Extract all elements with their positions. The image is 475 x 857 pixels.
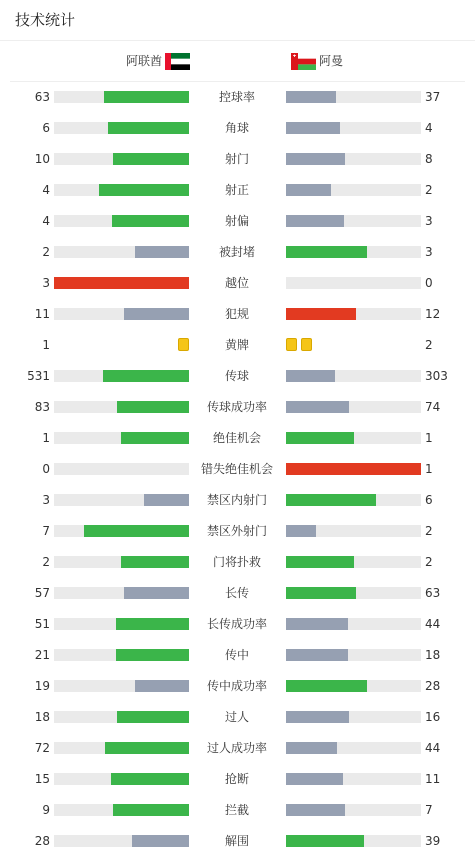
away-stat-bar-fill xyxy=(286,215,344,227)
away-stat-bar xyxy=(286,122,421,134)
stat-row xyxy=(0,617,475,631)
stat-label: 解围 xyxy=(224,834,249,848)
away-stat-value: 8 xyxy=(425,152,433,166)
home-stat-bar-fill xyxy=(124,587,189,599)
home-stat-bar-fill xyxy=(116,618,189,630)
home-stat-bar-fill xyxy=(144,494,189,506)
home-stat-bar-fill xyxy=(116,649,189,661)
home-stat-bar-fill xyxy=(121,556,189,568)
stat-label: 传中成功率 xyxy=(206,679,267,693)
away-stat-value: 1 xyxy=(425,462,433,476)
stat-label: 越位 xyxy=(224,276,249,290)
home-stat-value: 1 xyxy=(42,338,50,352)
home-yellow-card-icon xyxy=(178,338,189,351)
stat-label: 过人 xyxy=(224,710,249,724)
oman-flag-icon xyxy=(291,53,316,70)
home-stat-bar xyxy=(54,525,189,537)
home-stat-bar xyxy=(54,308,189,320)
home-stat-value: 57 xyxy=(34,586,50,600)
away-stat-value: 3 xyxy=(425,245,433,259)
stat-row xyxy=(0,245,475,259)
away-stat-value: 2 xyxy=(425,183,433,197)
away-stat-bar xyxy=(286,246,421,258)
home-stat-bar xyxy=(54,370,189,382)
home-stat-bar-fill xyxy=(121,432,189,444)
stat-row xyxy=(0,648,475,662)
home-stat-bar xyxy=(54,184,189,196)
away-stat-bar xyxy=(286,432,421,444)
home-stat-value: 15 xyxy=(34,772,50,786)
away-stat-bar-fill xyxy=(286,91,336,103)
away-stat-value: 28 xyxy=(425,679,441,693)
home-stat-value: 18 xyxy=(34,710,50,724)
home-stat-bar xyxy=(54,432,189,444)
home-stat-bar-fill xyxy=(54,277,189,289)
home-stat-value: 21 xyxy=(34,648,50,662)
home-stat-value: 531 xyxy=(27,369,50,383)
home-stat-bar xyxy=(54,680,189,692)
home-stat-value: 7 xyxy=(42,524,50,538)
stat-row xyxy=(0,462,475,476)
stat-row xyxy=(0,276,475,290)
away-stat-bar xyxy=(286,742,421,754)
stat-label: 角球 xyxy=(224,121,249,135)
stat-row xyxy=(0,555,475,569)
away-stat-bar xyxy=(286,525,421,537)
away-stat-bar-fill xyxy=(286,711,349,723)
away-stat-bar xyxy=(286,153,421,165)
stat-row xyxy=(0,90,475,104)
stat-row xyxy=(0,307,475,321)
home-stat-bar xyxy=(54,556,189,568)
home-stat-bar-fill xyxy=(105,742,189,754)
stat-label: 绝佳机会 xyxy=(212,431,261,445)
home-stat-bar-fill xyxy=(117,401,189,413)
home-stat-value: 3 xyxy=(42,276,50,290)
stat-row xyxy=(0,431,475,445)
home-stat-bar xyxy=(54,153,189,165)
away-stat-bar-fill xyxy=(286,587,356,599)
away-stat-bar-fill xyxy=(286,401,349,413)
away-team-name: 阿曼 xyxy=(319,54,344,68)
stat-label: 拦截 xyxy=(224,803,249,817)
away-stat-value: 4 xyxy=(425,121,433,135)
stat-row xyxy=(0,493,475,507)
home-stat-value: 6 xyxy=(42,121,50,135)
away-stat-value: 7 xyxy=(425,803,433,817)
home-stat-bar-fill xyxy=(84,525,189,537)
home-stat-value: 2 xyxy=(42,245,50,259)
home-stat-value: 4 xyxy=(42,183,50,197)
away-stat-value: 16 xyxy=(425,710,441,724)
away-stat-bar-fill xyxy=(286,370,335,382)
away-stat-value: 0 xyxy=(425,276,433,290)
home-stat-bar xyxy=(54,494,189,506)
away-stat-bar xyxy=(286,215,421,227)
away-stat-value: 37 xyxy=(425,90,441,104)
home-stat-bar-fill xyxy=(108,122,189,134)
away-stat-value: 18 xyxy=(425,648,441,662)
stat-label: 黄牌 xyxy=(224,338,249,352)
stat-row xyxy=(0,710,475,724)
stat-label: 射正 xyxy=(224,183,249,197)
away-stat-bar-fill xyxy=(286,153,345,165)
away-stat-bar-fill xyxy=(286,246,367,258)
stat-row xyxy=(0,772,475,786)
away-stat-bar-fill xyxy=(286,463,421,475)
home-stat-value: 63 xyxy=(34,90,50,104)
home-stat-bar-fill xyxy=(113,804,189,816)
home-stat-bar xyxy=(54,277,189,289)
stat-row xyxy=(0,400,475,414)
stat-label: 被封堵 xyxy=(218,245,255,259)
stat-row xyxy=(0,803,475,817)
home-stat-bar xyxy=(54,463,189,475)
home-stat-bar-fill xyxy=(135,246,189,258)
away-stat-bar-fill xyxy=(286,308,356,320)
away-stat-bar-fill xyxy=(286,742,337,754)
home-stat-value: 19 xyxy=(34,679,50,693)
away-stat-bar xyxy=(286,401,421,413)
away-stat-bar xyxy=(286,556,421,568)
home-stat-bar xyxy=(54,742,189,754)
page-title: 技术统计 xyxy=(15,11,76,29)
stat-row xyxy=(0,369,475,383)
home-stat-value: 9 xyxy=(42,803,50,817)
home-stat-value: 0 xyxy=(42,462,50,476)
stat-label: 长传 xyxy=(224,586,249,600)
stat-row xyxy=(0,338,475,352)
stat-label: 控球率 xyxy=(218,90,255,104)
away-yellow-card-icon xyxy=(286,338,297,351)
home-stat-bar-fill xyxy=(117,711,189,723)
away-stat-value: 1 xyxy=(425,431,433,445)
stat-row xyxy=(0,524,475,538)
away-stat-value: 2 xyxy=(425,555,433,569)
stat-label: 门将扑救 xyxy=(212,555,261,569)
stat-row xyxy=(0,121,475,135)
header-divider xyxy=(0,40,475,41)
home-stat-bar-fill xyxy=(132,835,189,847)
home-stat-value: 83 xyxy=(34,400,50,414)
away-stat-bar-fill xyxy=(286,835,364,847)
home-stat-value: 3 xyxy=(42,493,50,507)
home-stat-bar xyxy=(54,804,189,816)
home-stat-bar xyxy=(54,91,189,103)
stat-row xyxy=(0,834,475,848)
home-stat-value: 2 xyxy=(42,555,50,569)
home-stat-value: 28 xyxy=(34,834,50,848)
away-stat-bar-fill xyxy=(286,649,348,661)
away-stat-value: 6 xyxy=(425,493,433,507)
away-stat-bar xyxy=(286,308,421,320)
team-divider xyxy=(10,81,465,82)
home-stat-value: 51 xyxy=(34,617,50,631)
away-stat-value: 39 xyxy=(425,834,441,848)
home-stat-bar xyxy=(54,122,189,134)
away-stat-value: 63 xyxy=(425,586,441,600)
away-stat-bar xyxy=(286,91,421,103)
away-stat-bar xyxy=(286,277,421,289)
home-stat-value: 4 xyxy=(42,214,50,228)
away-stat-bar xyxy=(286,618,421,630)
stat-label: 射偏 xyxy=(224,214,249,228)
stat-label: 禁区外射门 xyxy=(206,524,267,538)
stat-label: 错失绝佳机会 xyxy=(200,462,273,476)
stat-row xyxy=(0,586,475,600)
uae-flag-icon xyxy=(165,53,190,70)
home-stat-bar-fill xyxy=(113,153,189,165)
home-stat-bar-fill xyxy=(103,370,189,382)
away-stat-value: 11 xyxy=(425,772,441,786)
away-stat-bar-fill xyxy=(286,618,348,630)
home-stat-bar xyxy=(54,835,189,847)
home-stat-value: 1 xyxy=(42,431,50,445)
home-team-name: 阿联酋 xyxy=(125,54,162,68)
stat-row xyxy=(0,183,475,197)
away-stat-bar xyxy=(286,184,421,196)
away-stat-bar-fill xyxy=(286,804,345,816)
away-stat-bar xyxy=(286,835,421,847)
away-stat-value: 44 xyxy=(425,617,441,631)
home-stat-bar xyxy=(54,773,189,785)
away-stat-bar-fill xyxy=(286,556,354,568)
away-stat-bar xyxy=(286,649,421,661)
home-stat-bar xyxy=(54,711,189,723)
home-stat-bar-fill xyxy=(112,215,189,227)
home-stat-bar xyxy=(54,649,189,661)
stat-label: 抢断 xyxy=(224,772,249,786)
away-stat-bar-fill xyxy=(286,184,331,196)
away-yellow-card-icon xyxy=(301,338,312,351)
home-stat-bar xyxy=(54,587,189,599)
home-stat-bar-fill xyxy=(104,91,189,103)
away-stat-bar xyxy=(286,370,421,382)
away-stat-value: 44 xyxy=(425,741,441,755)
away-stat-bar-fill xyxy=(286,494,376,506)
home-stat-bar-fill xyxy=(135,680,189,692)
away-stat-bar xyxy=(286,711,421,723)
home-stat-value: 10 xyxy=(34,152,50,166)
home-stat-value: 72 xyxy=(34,741,50,755)
stat-row xyxy=(0,214,475,228)
stat-label: 传球成功率 xyxy=(206,400,267,414)
away-stat-value: 74 xyxy=(425,400,441,414)
away-stat-bar-fill xyxy=(286,525,316,537)
home-stat-bar xyxy=(54,618,189,630)
team-header xyxy=(0,50,475,72)
home-stat-bar-fill xyxy=(124,308,189,320)
away-stat-bar-fill xyxy=(286,680,367,692)
home-stat-bar xyxy=(54,401,189,413)
away-stat-value: 3 xyxy=(425,214,433,228)
home-stat-bar-fill xyxy=(111,773,189,785)
stat-row xyxy=(0,152,475,166)
away-stat-bar-fill xyxy=(286,432,354,444)
home-stat-bar xyxy=(54,215,189,227)
away-stat-bar xyxy=(286,680,421,692)
away-stat-bar xyxy=(286,463,421,475)
home-stat-bar xyxy=(54,246,189,258)
stat-label: 传球 xyxy=(224,369,249,383)
home-stat-value: 11 xyxy=(34,307,50,321)
away-stat-bar xyxy=(286,494,421,506)
away-stat-bar xyxy=(286,773,421,785)
stat-label: 传中 xyxy=(224,648,249,662)
stat-label: 射门 xyxy=(224,152,249,166)
home-stat-bar-fill xyxy=(99,184,189,196)
stat-label: 犯规 xyxy=(224,307,249,321)
away-stat-value: 12 xyxy=(425,307,441,321)
stat-label: 长传成功率 xyxy=(206,617,267,631)
away-stat-bar xyxy=(286,587,421,599)
away-stat-value: 2 xyxy=(425,338,433,352)
away-stat-bar-fill xyxy=(286,122,340,134)
stat-row xyxy=(0,679,475,693)
away-stat-value: 2 xyxy=(425,524,433,538)
away-stat-bar-fill xyxy=(286,773,343,785)
away-stat-value: 303 xyxy=(425,369,448,383)
stat-row xyxy=(0,741,475,755)
stat-label: 禁区内射门 xyxy=(206,493,267,507)
away-stat-bar xyxy=(286,804,421,816)
stat-label: 过人成功率 xyxy=(206,741,267,755)
